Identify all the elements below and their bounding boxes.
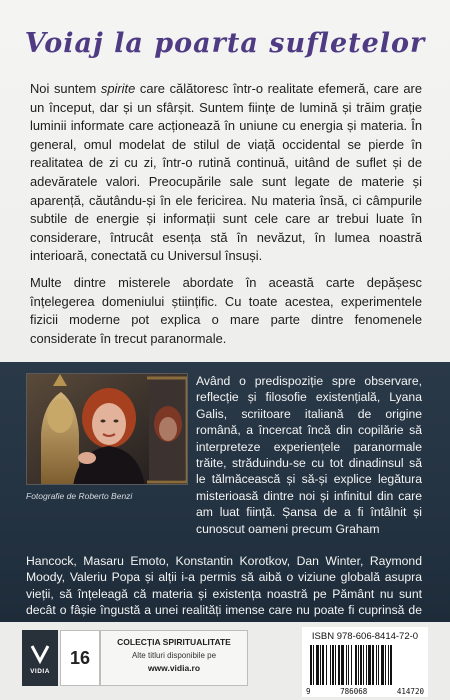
barcode-area (302, 627, 428, 697)
book-title: Voiaj la poarta sufletelor (24, 28, 426, 59)
author-bio: Având o predispoziție spre observare, reflecție și filosofie existențială, Lyana Galis, scriitoare italiană de origine română, a încercat încă din copilărie să interpreteze experiențele paranormale trăite, străduindu-se cu tot dinadinsul să le tălmăcească și să-și explice legătura misterioasă dintre noi și infinitul din care am luat ființă. Șansa de a fi întâlnit și cunoscut oameni precum Graham (196, 374, 422, 536)
author-bio-continued: Hancock, Masaru Emoto, Konstantin Korotkov, Dan Winter, Raymond Moody, Valeriu Popa și alții i-a permis să aibă o viziune globală asupra vieții, să înțeleagă că materia și existența noastră pe Pământ nu sunt decât o fâșie îngustă a unei realități imense care nu poate fi cuprinsă de (26, 554, 422, 618)
author-photo-image (27, 374, 188, 485)
publisher-v-icon (29, 642, 51, 664)
paragraph-lead: Noi suntem (30, 81, 101, 96)
collection-info (100, 630, 248, 686)
author-photo (26, 373, 188, 485)
paragraph-rest: care călătoresc într-o realitate efemeră, care are un început, dar și un sfârșit. Suntem ființe de lumină și trăim grație luminii informate care acționează în uniune cu energia și materia. În general, omul modelat de stilul de viață occidental se pierde în realitatea de zi cu zi, într-o rutină continuă, uitând de suflet și de adevăratele valori. Preocupările sale sunt legate de materie și aparență, căutându-și în ele fericirea. Nu materia însă, ci câmpurile subtile de energie și informații sunt cele care ar trebui luate în considerare, întrucât esența stă în nevăzut, în lumea noastră interioară, conectată cu Universul însuși. (30, 81, 423, 264)
barcode-icon (308, 645, 422, 687)
collection-subtitle: Alte titluri disponibile pe (131, 651, 217, 660)
barcode-digit-group: 786068 (340, 687, 368, 696)
barcode-digits (302, 687, 428, 696)
barcode-digit-group: 9 (306, 687, 311, 696)
collection-title: COLECȚIA SPIRITUALITATE (117, 637, 231, 647)
description-paragraph-1 (30, 80, 422, 266)
paragraph-emphasis: spirite (100, 81, 136, 96)
photo-caption: Fotografie de Roberto Benzi (26, 491, 133, 501)
barcode-digit-group: 414720 (396, 687, 424, 696)
collection-url[interactable]: www.vidia.ro (147, 663, 201, 673)
isbn-label: ISBN 978-606-8414-72-0 (311, 631, 419, 642)
publisher-name: VIDIA (30, 667, 50, 675)
description-paragraph-2: Multe dintre misterele abordate în această carte depășesc înțelegerea domeniului științific. Cu toate acestea, experimentele fizicii moderne pot explica o mare parte dintre fenomenele considerate în trecut paranormale. (30, 275, 422, 346)
publisher-logo (22, 630, 58, 686)
collection-number: 16 (60, 630, 100, 686)
